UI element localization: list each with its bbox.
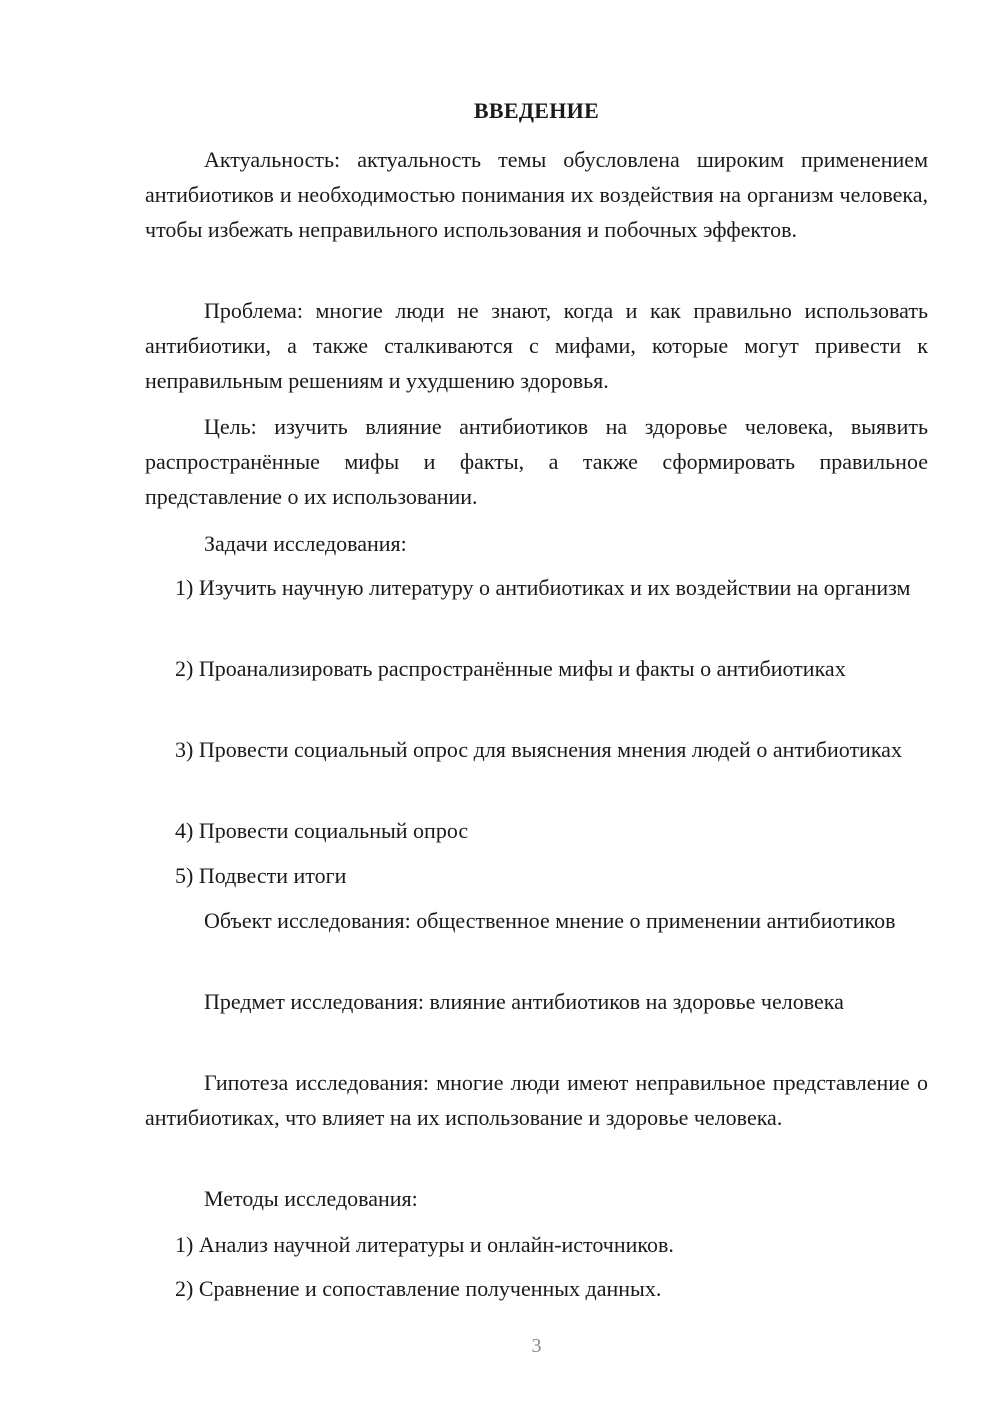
paragraph-goal: Цель: изучить влияние антибиотиков на здоровье человека, выявить распространённые мифы и факты, а также сформировать правильное представление о их использовании. [145,414,928,509]
page-title: ВВЕДЕНИЕ [473,98,600,123]
paragraph-tasks-heading: Задачи исследования: [204,531,407,556]
list-item-method-2: 2) Сравнение и сопоставление полученных данных. [175,1276,662,1301]
paragraph-relevance: Актуальность: актуальность темы обусловлена широким применением антибиотиков и необходимостью понимания их воздействия на организм человека, чтобы избежать неправильного использования и побочных эффектов. [145,147,928,242]
list-item-task-5: 5) Подвести итоги [175,863,347,888]
list-item-task-3: 3) Провести социальный опрос для выяснения мнения людей о антибиотиках [175,737,902,762]
paragraph-object: Объект исследования: общественное мнение о применении антибиотиков [204,908,896,933]
paragraph-hypothesis: Гипотеза исследования: многие люди имеют неправильное представление о антибиотиках, что влияет на их использование и здоровье человека. [145,1070,928,1130]
list-item-method-1: 1) Анализ научной литературы и онлайн-источников. [175,1232,674,1257]
list-item-task-4: 4) Провести социальный опрос [175,818,469,843]
list-item-task-1: 1) Изучить научную литературу о антибиотиках и их воздействии на организм [175,575,911,600]
list-item-task-2: 2) Проанализировать распространённые мифы и факты о антибиотиках [175,656,846,681]
paragraph-methods-heading: Методы исследования: [204,1186,418,1211]
page-number: 3 [531,1335,542,1357]
paragraph-subject: Предмет исследования: влияние антибиотиков на здоровье человека [204,989,844,1014]
paragraph-problem: Проблема: многие люди не знают, когда и как правильно использовать антибиотики, а также сталкиваются с мифами, которые могут привести к неправильным решениям и ухудшению здоровья. [145,298,928,393]
